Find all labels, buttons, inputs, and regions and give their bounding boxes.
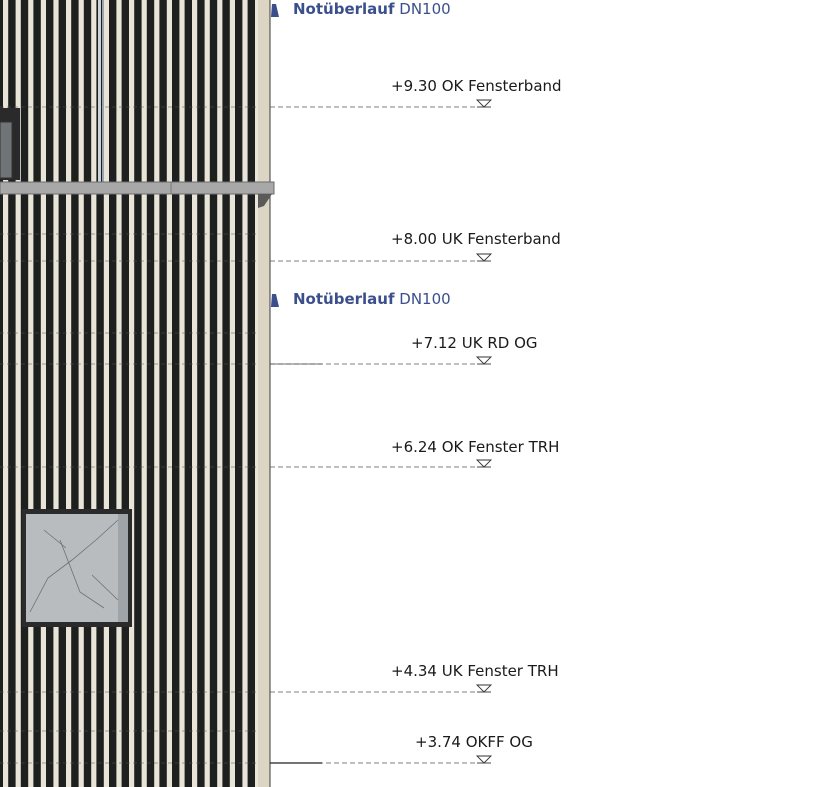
overflow-note-1: Notüberlauf DN100	[293, 0, 451, 18]
overflow-marker-2	[271, 294, 279, 307]
level-triangle-icon	[477, 357, 491, 364]
cladding-slat	[41, 0, 46, 787]
level-label-ok-fenster-trh: +6.24 OK Fenster TRH	[391, 438, 560, 456]
cladding-slat	[116, 0, 121, 787]
cladding-slat	[28, 0, 33, 787]
cladding-slat	[154, 0, 159, 787]
cladding-slat	[230, 0, 235, 787]
level-label-okff-og: +3.74 OKFF OG	[415, 733, 533, 751]
downpipe	[98, 0, 101, 182]
level-triangle-icon	[477, 685, 491, 692]
cladding-slat	[129, 0, 134, 787]
cladding-slat	[167, 0, 172, 787]
window-band-glass	[0, 122, 12, 178]
window-trh-glass	[26, 514, 128, 622]
cladding-slat	[205, 0, 210, 787]
cladding-slat	[79, 0, 84, 787]
cladding-slat	[91, 0, 96, 787]
cladding-slat	[104, 0, 109, 787]
window-sill	[0, 182, 274, 194]
cladding-slat	[179, 0, 184, 787]
overflow-marker-1	[271, 4, 279, 17]
level-label-ok-fensterband: +9.30 OK Fensterband	[391, 77, 562, 95]
cladding-slat	[53, 0, 58, 787]
cladding-slat	[217, 0, 222, 787]
overflow-note-2: Notüberlauf DN100	[293, 290, 451, 308]
cladding-slat	[192, 0, 197, 787]
level-triangle-icon	[477, 254, 491, 261]
cladding-slat	[142, 0, 147, 787]
cladding-slat	[66, 0, 71, 787]
level-label-uk-fensterband: +8.00 UK Fensterband	[391, 230, 561, 248]
level-triangle-icon	[477, 100, 491, 107]
level-label-uk-rd-og: +7.12 UK RD OG	[411, 334, 538, 352]
wall-edge	[258, 0, 270, 787]
level-triangle-icon	[477, 460, 491, 467]
level-triangle-icon	[477, 756, 491, 763]
facade-cladding	[0, 0, 260, 787]
cladding-slat	[242, 0, 247, 787]
level-label-uk-fenster-trh: +4.34 UK Fenster TRH	[391, 662, 559, 680]
